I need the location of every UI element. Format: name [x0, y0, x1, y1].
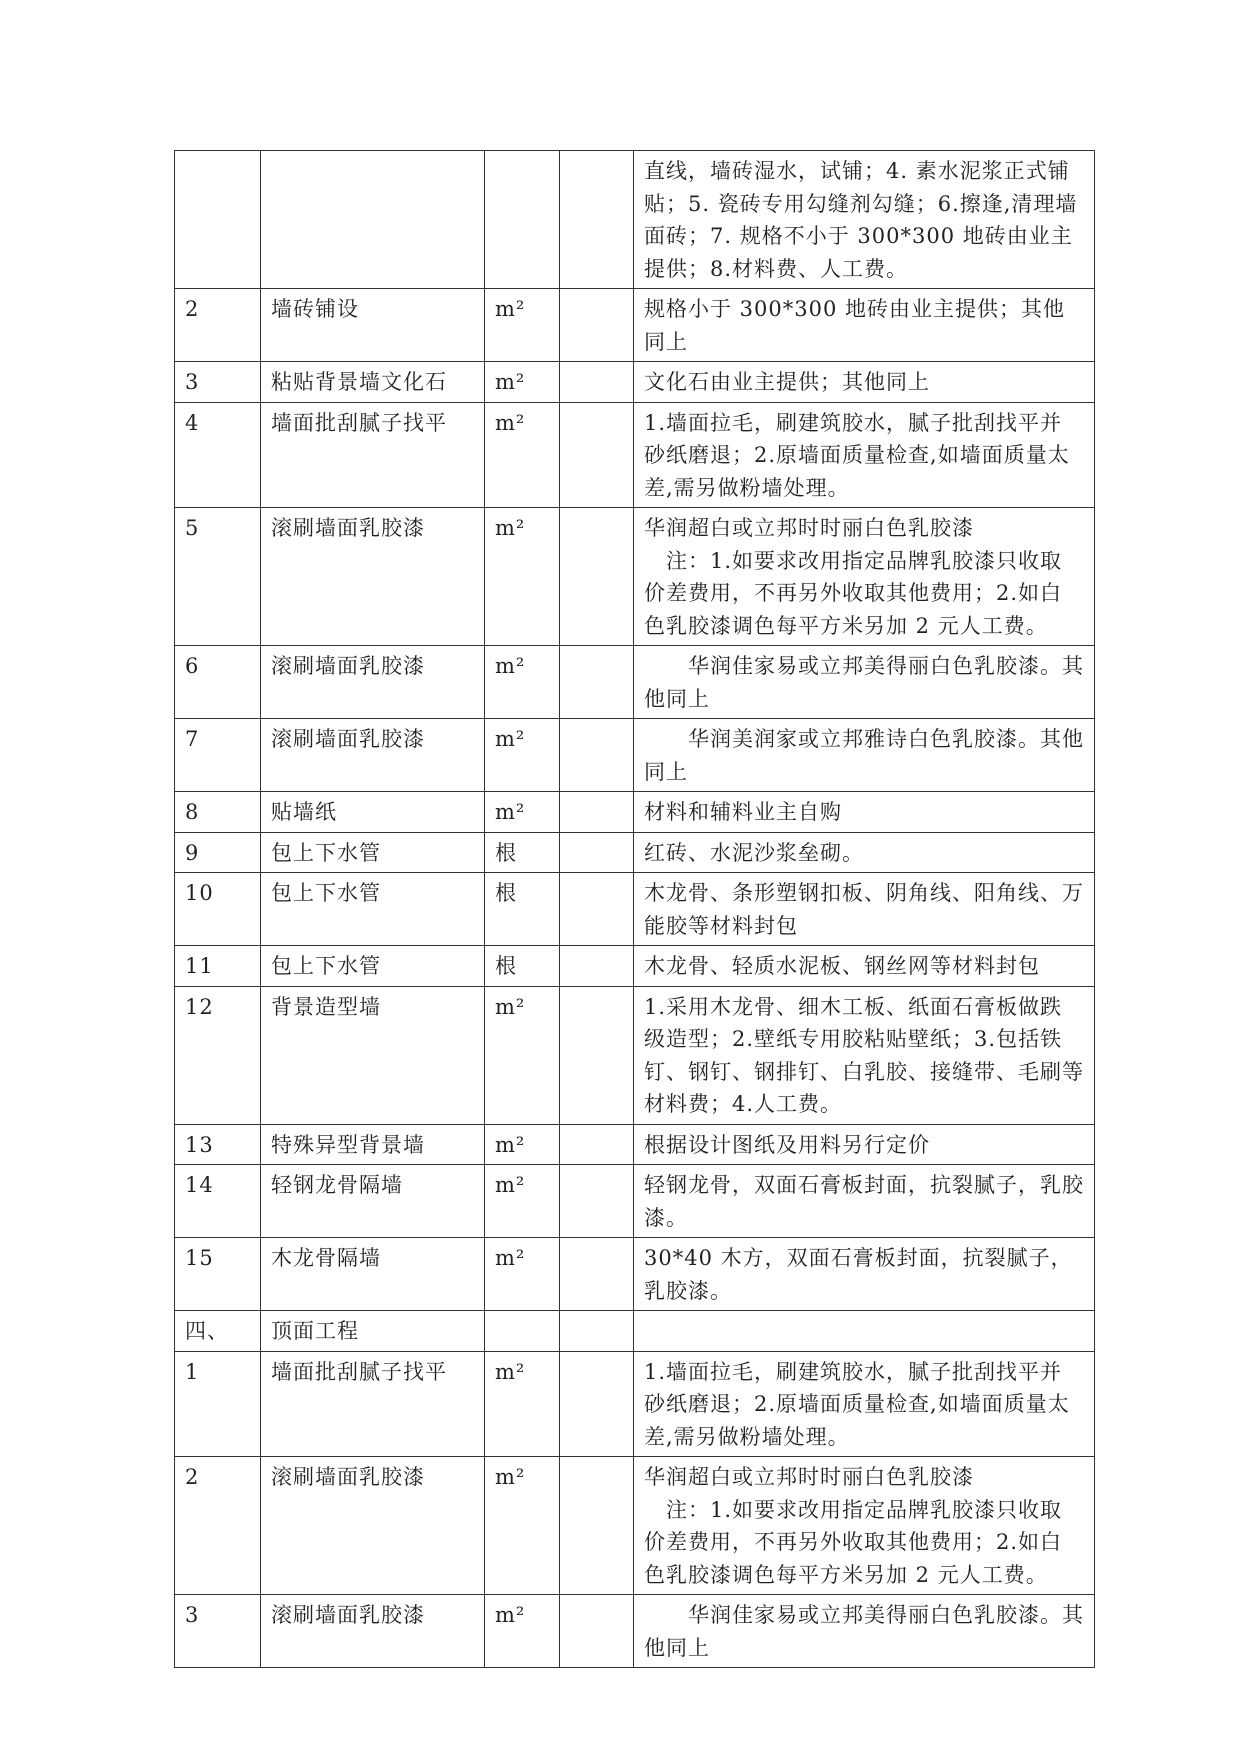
item-name-cell: 滚刷墙面乳胶漆	[261, 719, 485, 792]
table-row	[175, 1238, 1095, 1311]
item-number-cell	[175, 151, 261, 289]
description-cell	[634, 646, 1095, 719]
item-name-cell: 墙面批刮腻子找平	[261, 402, 485, 508]
unit-cell: m²	[485, 1165, 560, 1238]
table-row	[175, 986, 1095, 1124]
description-cell	[634, 362, 1095, 403]
unit-cell: m²	[485, 792, 560, 833]
unit-cell	[485, 1311, 560, 1352]
item-name-cell: 滚刷墙面乳胶漆	[261, 1595, 485, 1668]
description-line: 华润美润家或立邦雅诗白色乳胶漆。其他同上	[644, 727, 1084, 784]
unit-cell: 根	[485, 873, 560, 946]
description-cell	[634, 1457, 1095, 1595]
item-name-cell: 轻钢龙骨隔墙	[261, 1165, 485, 1238]
unit-price-cell	[560, 1595, 634, 1668]
description-line: 华润超白或立邦时时丽白色乳胶漆	[644, 1465, 974, 1489]
unit-price-cell	[560, 832, 634, 873]
table-row	[175, 508, 1095, 646]
unit-price-cell	[560, 873, 634, 946]
table-row	[175, 1124, 1095, 1165]
description-line: 木龙骨、轻质水泥板、钢丝网等材料封包	[644, 954, 1040, 978]
item-number-cell: 8	[175, 792, 261, 833]
item-number-cell: 14	[175, 1165, 261, 1238]
unit-cell: m²	[485, 646, 560, 719]
unit-price-cell	[560, 792, 634, 833]
unit-cell: m²	[485, 1124, 560, 1165]
item-number-cell: 13	[175, 1124, 261, 1165]
description-line: 1.墙面拉毛，刷建筑胶水，腻子批刮找平并砂纸磨退；2.原墙面质量检查,如墙面质量太差,需另做粉墙处理。	[644, 410, 1070, 500]
item-number-cell: 3	[175, 1595, 261, 1668]
table-row	[175, 289, 1095, 362]
item-name-cell: 滚刷墙面乳胶漆	[261, 508, 485, 646]
table-row	[175, 1595, 1095, 1668]
table-row	[175, 646, 1095, 719]
quote-table	[174, 150, 1095, 1668]
item-name-cell: 墙面批刮腻子找平	[261, 1351, 485, 1457]
description-line: 华润超白或立邦时时丽白色乳胶漆	[644, 516, 974, 540]
item-name-cell: 滚刷墙面乳胶漆	[261, 646, 485, 719]
item-name-cell: 粘贴背景墙文化石	[261, 362, 485, 403]
unit-cell: m²	[485, 508, 560, 646]
item-name-cell: 墙砖铺设	[261, 289, 485, 362]
description-cell	[634, 1595, 1095, 1668]
unit-cell: m²	[485, 289, 560, 362]
unit-price-cell	[560, 289, 634, 362]
table-row	[175, 719, 1095, 792]
description-line: 红砖、水泥沙浆垒砌。	[644, 840, 864, 865]
description-cell	[634, 1124, 1095, 1165]
item-number-cell: 2	[175, 1457, 261, 1595]
description-line: 直线，墙砖湿水，试铺；4. 素水泥浆正式铺贴；5. 瓷砖专用勾缝剂勾缝；6.擦逢,清理墙面砖；7. 规格不小于 300*300 地砖由业主提供；8.材料费、人工费。	[644, 159, 1078, 281]
item-name-cell	[261, 151, 485, 289]
description-line: 规格小于 300*300 地砖由业主提供；其他同上	[644, 297, 1066, 354]
item-number-cell: 7	[175, 719, 261, 792]
item-number-cell: 12	[175, 986, 261, 1124]
item-name-cell: 贴墙纸	[261, 792, 485, 833]
description-cell	[634, 151, 1095, 289]
table-row	[175, 873, 1095, 946]
description-cell	[634, 1311, 1095, 1352]
description-cell	[634, 873, 1095, 946]
unit-cell: m²	[485, 362, 560, 403]
table-row	[175, 1351, 1095, 1457]
item-number-cell: 6	[175, 646, 261, 719]
unit-price-cell	[560, 1457, 634, 1595]
table-row	[175, 1457, 1095, 1595]
unit-cell: m²	[485, 719, 560, 792]
unit-cell: m²	[485, 1457, 560, 1595]
item-number-cell: 4	[175, 402, 261, 508]
description-cell	[634, 946, 1095, 987]
description-line: 1.墙面拉毛，刷建筑胶水，腻子批刮找平并砂纸磨退；2.原墙面质量检查,如墙面质量太差,需另做粉墙处理。	[644, 1359, 1070, 1449]
description-line: 轻钢龙骨，双面石膏板封面，抗裂腻子，乳胶漆。	[644, 1173, 1084, 1230]
description-line: 注：1.如要求改用指定品牌乳胶漆只收取价差费用，不再另外收取其他费用；2.如白色乳胶漆调色每平方米另加 2 元人工费。	[644, 1497, 1063, 1587]
table-row	[175, 792, 1095, 833]
unit-price-cell	[560, 362, 634, 403]
item-number-cell: 2	[175, 289, 261, 362]
unit-cell: m²	[485, 1238, 560, 1311]
item-number-cell: 15	[175, 1238, 261, 1311]
quote-table-body	[175, 151, 1095, 1668]
unit-price-cell	[560, 402, 634, 508]
description-line: 1.采用木龙骨、细木工板、纸面石膏板做跌级造型；2.壁纸专用胶粘贴壁纸；3.包括铁钉、钢钉、钢排钉、白乳胶、接缝带、毛刷等材料费；4.人工费。	[644, 994, 1084, 1116]
table-row	[175, 402, 1095, 508]
item-number-cell: 1	[175, 1351, 261, 1457]
description-cell	[634, 1351, 1095, 1457]
item-name-cell: 包上下水管	[261, 873, 485, 946]
item-name-cell: 滚刷墙面乳胶漆	[261, 1457, 485, 1595]
table-row	[175, 1311, 1095, 1352]
item-name-cell: 顶面工程	[261, 1311, 485, 1352]
table-row	[175, 1165, 1095, 1238]
item-number-cell: 3	[175, 362, 261, 403]
unit-price-cell	[560, 946, 634, 987]
unit-cell: m²	[485, 986, 560, 1124]
description-cell	[634, 508, 1095, 646]
unit-price-cell	[560, 719, 634, 792]
item-name-cell: 包上下水管	[261, 832, 485, 873]
item-number-cell: 11	[175, 946, 261, 987]
description-line: 文化石由业主提供；其他同上	[644, 370, 930, 394]
item-number-cell: 9	[175, 832, 261, 873]
unit-price-cell	[560, 151, 634, 289]
unit-cell: m²	[485, 402, 560, 508]
unit-cell	[485, 151, 560, 289]
unit-price-cell	[560, 1351, 634, 1457]
table-row	[175, 946, 1095, 987]
description-cell	[634, 832, 1095, 873]
unit-cell: m²	[485, 1351, 560, 1457]
unit-cell: 根	[485, 832, 560, 873]
item-number-cell: 5	[175, 508, 261, 646]
unit-cell: 根	[485, 946, 560, 987]
unit-price-cell	[560, 1124, 634, 1165]
description-cell	[634, 986, 1095, 1124]
item-name-cell: 木龙骨隔墙	[261, 1238, 485, 1311]
item-name-cell: 特殊异型背景墙	[261, 1124, 485, 1165]
description-line: 根据设计图纸及用料另行定价	[644, 1132, 930, 1157]
unit-price-cell	[560, 1238, 634, 1311]
unit-price-cell	[560, 646, 634, 719]
item-name-cell: 包上下水管	[261, 946, 485, 987]
table-row	[175, 362, 1095, 403]
description-line: 材料和辅料业主自购	[644, 800, 842, 824]
description-line: 华润佳家易或立邦美得丽白色乳胶漆。其他同上	[644, 654, 1084, 711]
item-number-cell: 四、	[175, 1311, 261, 1352]
description-cell	[634, 719, 1095, 792]
description-cell	[634, 402, 1095, 508]
description-line: 木龙骨、条形塑钢扣板、阴角线、阳角线、万能胶等材料封包	[644, 881, 1084, 938]
description-line: 30*40 木方，双面石膏板封面，抗裂腻子，乳胶漆。	[644, 1246, 1073, 1303]
unit-price-cell	[560, 1165, 634, 1238]
description-cell	[634, 289, 1095, 362]
unit-price-cell	[560, 1311, 634, 1352]
item-number-cell: 10	[175, 873, 261, 946]
unit-price-cell	[560, 508, 634, 646]
description-cell	[634, 792, 1095, 833]
description-line: 华润佳家易或立邦美得丽白色乳胶漆。其他同上	[644, 1603, 1084, 1660]
table-row	[175, 151, 1095, 289]
description-cell	[634, 1238, 1095, 1311]
unit-price-cell	[560, 986, 634, 1124]
unit-cell: m²	[485, 1595, 560, 1668]
description-cell	[634, 1165, 1095, 1238]
table-row	[175, 832, 1095, 873]
description-line: 注：1.如要求改用指定品牌乳胶漆只收取价差费用，不再另外收取其他费用；2.如白色乳胶漆调色每平方米另加 2 元人工费。	[644, 548, 1063, 638]
item-name-cell: 背景造型墙	[261, 986, 485, 1124]
